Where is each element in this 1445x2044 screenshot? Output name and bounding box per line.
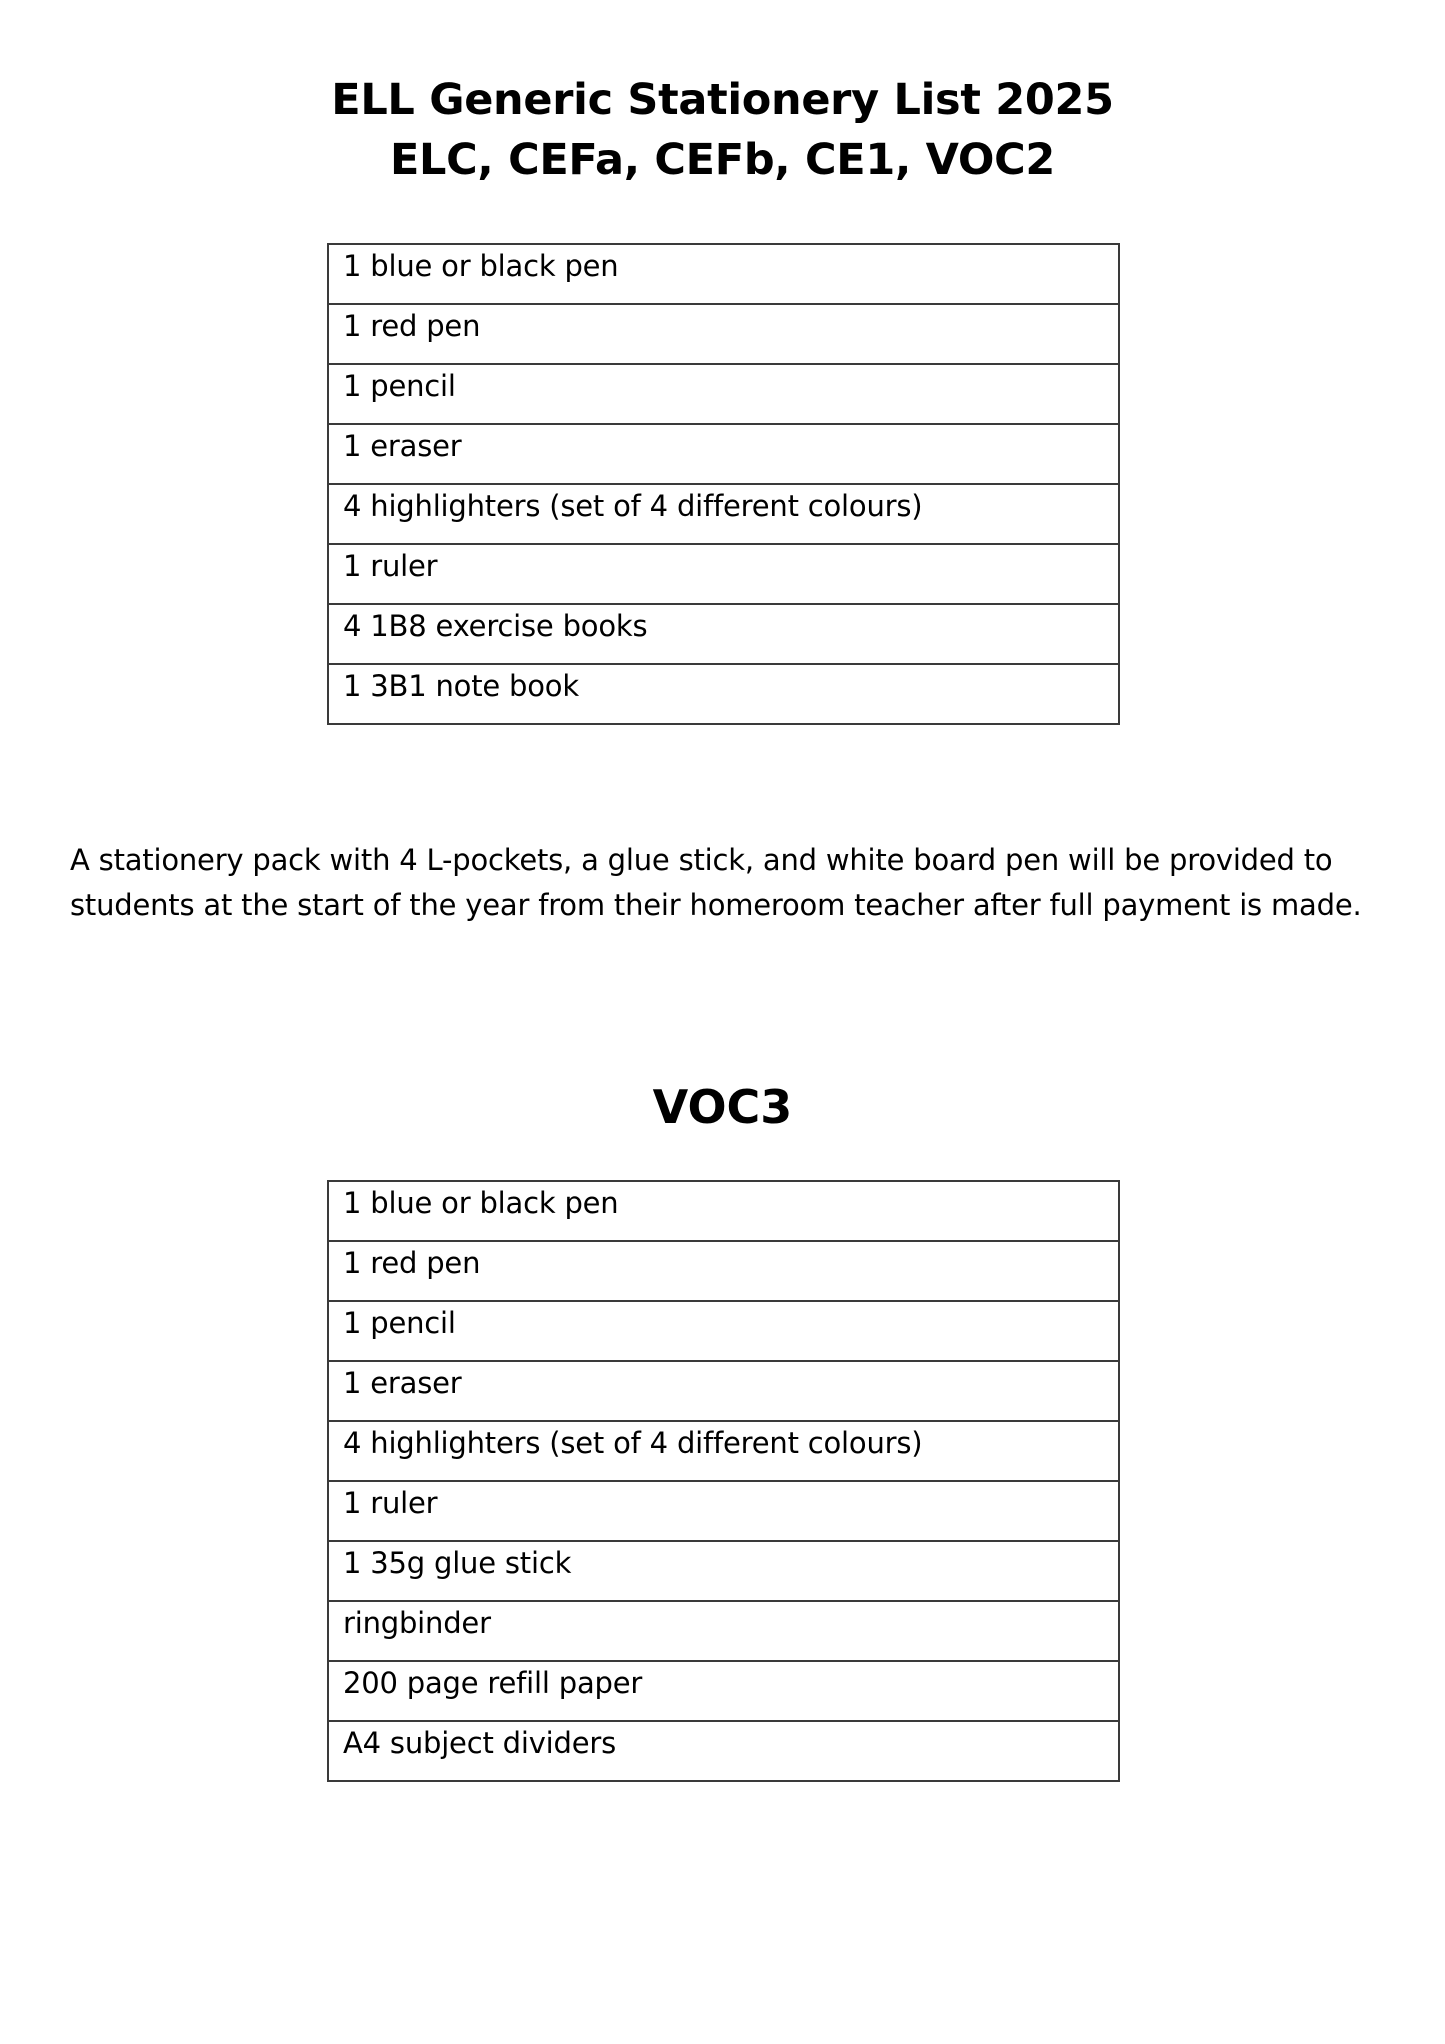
list-item: 1 pencil: [328, 364, 1119, 424]
list-item: 1 3B1 note book: [328, 664, 1119, 724]
list-item: 1 eraser: [328, 424, 1119, 484]
table-row: [328, 1661, 1119, 1721]
list-item: 4 highlighters (set of 4 different colours): [328, 484, 1119, 544]
stationery-list-table-general: [327, 243, 1120, 725]
list-item: 1 eraser: [328, 1361, 1119, 1421]
table-row: [328, 424, 1119, 484]
document-subtitle-courses: ELC, CEFa, CEFb, CE1, VOC2: [389, 135, 1056, 185]
table-row: [328, 604, 1119, 664]
table-row: [328, 364, 1119, 424]
table-row: [328, 244, 1119, 304]
list-item: 1 red pen: [328, 1241, 1119, 1301]
table-row: [328, 1721, 1119, 1781]
table-row: [328, 304, 1119, 364]
list-item: 1 35g glue stick: [328, 1541, 1119, 1601]
list-item: 1 pencil: [328, 1301, 1119, 1361]
list-item: A4 subject dividers: [328, 1721, 1119, 1781]
list-item: 4 1B8 exercise books: [328, 604, 1119, 664]
table-row: [328, 1481, 1119, 1541]
table-row: [328, 1181, 1119, 1241]
table-row: [328, 1601, 1119, 1661]
table-row: [328, 1541, 1119, 1601]
table-row: [328, 1361, 1119, 1421]
list-item: 1 blue or black pen: [328, 1181, 1119, 1241]
table-row: [328, 1301, 1119, 1361]
section-heading-voc3: VOC3: [652, 1080, 793, 1134]
table-row: [328, 664, 1119, 724]
document-title: ELL Generic Stationery List 2025: [331, 75, 1114, 125]
table-row: [328, 1241, 1119, 1301]
list-item: 1 ruler: [328, 544, 1119, 604]
table-row: [328, 1421, 1119, 1481]
list-item: 1 ruler: [328, 1481, 1119, 1541]
list-item: 1 red pen: [328, 304, 1119, 364]
stationery-list-table-voc3: [327, 1180, 1120, 1782]
list-item: 1 blue or black pen: [328, 244, 1119, 304]
table-row: [328, 544, 1119, 604]
list-item: 200 page refill paper: [328, 1661, 1119, 1721]
list-item: ringbinder: [328, 1601, 1119, 1661]
stationery-pack-notice: A stationery pack with 4 L-pockets, a glue stick, and white board pen will be provided to students at the start of the year from their homeroom teacher after full payment is made.: [70, 843, 1362, 922]
list-item: 4 highlighters (set of 4 different colours): [328, 1421, 1119, 1481]
table-row: [328, 484, 1119, 544]
